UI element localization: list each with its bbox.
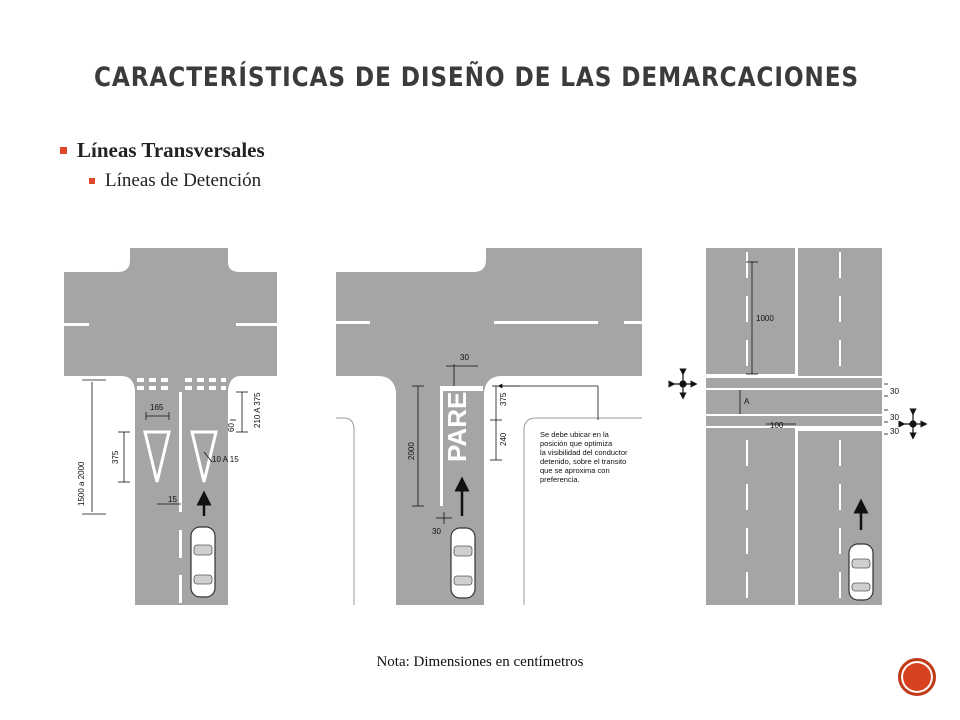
lane-dash (179, 575, 182, 603)
center-dash (336, 321, 370, 324)
slide-title: CARACTERÍSTICAS DE DISEÑO DE LAS DEMARCACIONES (94, 62, 860, 93)
bullet-label: Líneas de Detención (105, 170, 262, 191)
note-line: preferencia. (540, 475, 580, 484)
dimensions-note: Nota: Dimensiones en centímetros (376, 654, 584, 670)
note-line: posición que optimiza (540, 439, 613, 448)
four-way-arrows-icon (902, 412, 924, 436)
dim-label: 375 (499, 392, 508, 406)
dim-label: 60 (227, 423, 236, 432)
center-dash (494, 321, 598, 324)
slide-page-badge-icon (898, 658, 936, 696)
note-line: detenido, sobre el transito (540, 457, 627, 466)
lane-divider (179, 392, 182, 512)
pare-marking: PARE (442, 391, 472, 462)
dim-label: 30 (890, 427, 899, 436)
center-dash (64, 323, 89, 326)
stop-line (440, 386, 483, 391)
diagram-multilane-intersection (672, 248, 924, 605)
dim-label: 15 (168, 495, 177, 504)
dim-label: 1500 a 2000 (77, 461, 86, 506)
dim-label: 100 (770, 421, 784, 430)
note-line: que se aproxima con (540, 466, 610, 475)
dim-label: 30 (890, 387, 899, 396)
dim-label: A (744, 397, 750, 406)
dim-label: 1000 (756, 314, 774, 323)
center-dash (624, 321, 642, 324)
note-line: Se debe ubicar en la (540, 430, 609, 439)
car-icon (191, 527, 215, 597)
dim-label: 2000 (407, 442, 416, 460)
four-way-arrows-icon (672, 372, 694, 396)
car-icon (849, 544, 873, 600)
dim-label: 240 (499, 432, 508, 446)
dim-label: 10 A 15 (212, 455, 239, 464)
car-icon (451, 528, 475, 598)
note-line: la visibilidad del conductor (540, 448, 628, 457)
curb-line (336, 418, 354, 605)
dim-label: 375 (111, 450, 120, 464)
dim-label: 30 (890, 413, 899, 422)
dim-label: 165 (150, 403, 164, 412)
dim-label: 210 A 375 (253, 392, 262, 428)
stop-line (797, 428, 882, 431)
bullet-label: Líneas Transversales (77, 138, 265, 162)
road-surface (64, 248, 277, 605)
diagram-yield-intersection (64, 248, 277, 605)
dim-label: 30 (432, 527, 441, 536)
center-dash (236, 323, 277, 326)
lane-dash (179, 530, 182, 558)
diagram-stop-intersection (336, 248, 644, 605)
dim-label: 30 (460, 353, 469, 362)
stop-line (706, 374, 796, 377)
